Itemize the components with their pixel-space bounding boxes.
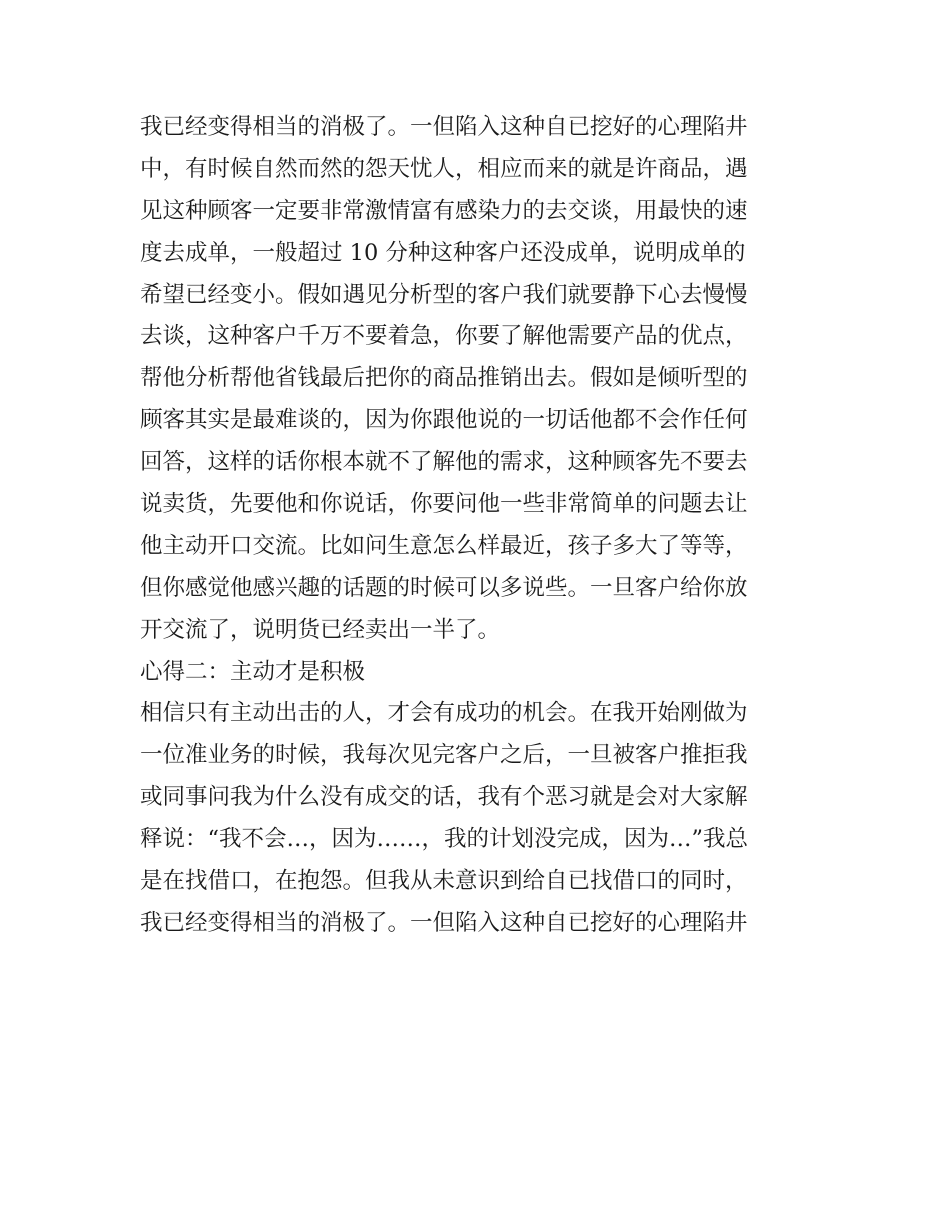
text-line-15: 相信只有主动出击的人，才会有成功的机会。在我开始刚做为 bbox=[140, 700, 748, 727]
text-line-6: 去谈，这种客户千万不要着急，你要了解他需要产品的优点， bbox=[140, 323, 748, 350]
text-line-8: 顾客其实是最难谈的，因为你跟他说的一切话他都不会作任何 bbox=[140, 407, 748, 434]
text-line-9: 回答，这样的话你根本就不了解他的需求，这种顾客先不要去 bbox=[140, 449, 748, 476]
text-line-3: 见这种顾客一定要非常激情富有感染力的去交谈，用最快的速 bbox=[140, 197, 748, 224]
text-line-11: 他主动开口交流。比如问生意怎么样最近，孩子多大了等等， bbox=[140, 532, 748, 559]
text-line-1: 我已经变得相当的消极了。一但陷入这种自已挖好的心理陷井 bbox=[140, 114, 748, 140]
text-line-16: 一位准业务的时候，我每次见完客户之后，一旦被客户推拒我 bbox=[140, 742, 748, 769]
text-line-2: 中，有时候自然而然的怨天忧人，相应而来的就是许商品，遇 bbox=[140, 155, 748, 182]
text-line-5: 希望已经变小。假如遇见分析型的客户我们就要静下心去慢慢 bbox=[140, 281, 748, 308]
text-line-10: 说卖货，先要他和你说话，你要问他一些非常简单的问题去让 bbox=[140, 491, 748, 518]
body-text bbox=[140, 107, 830, 945]
text-line-19: 是在找借口，在抱怨。但我从未意识到给自已找借口的同时， bbox=[140, 868, 748, 895]
text-line-20: 我已经变得相当的消极了。一但陷入这种自已挖好的心理陷井 bbox=[140, 909, 748, 936]
text-line-7: 帮他分析帮他省钱最后把你的商品推销出去。假如是倾听型的 bbox=[140, 365, 748, 392]
text-line-18: 释说：“我不会…，因为……，我的计划没完成，因为…”我总 bbox=[140, 826, 749, 853]
text-line-4: 度去成单，一般超过 10 分种这种客户还没成单，说明成单的 bbox=[140, 239, 746, 266]
text-line-17: 或同事问我为什么没有成交的话，我有个恶习就是会对大家解 bbox=[140, 784, 748, 811]
section-heading: 心得二：主动才是积极 bbox=[140, 658, 366, 685]
text-line-12: 但你感觉他感兴趣的话题的时候可以多说些。一旦客户给你放 bbox=[140, 574, 748, 601]
text-line-13: 开交流了，说明货已经卖出一半了。 bbox=[140, 616, 501, 643]
